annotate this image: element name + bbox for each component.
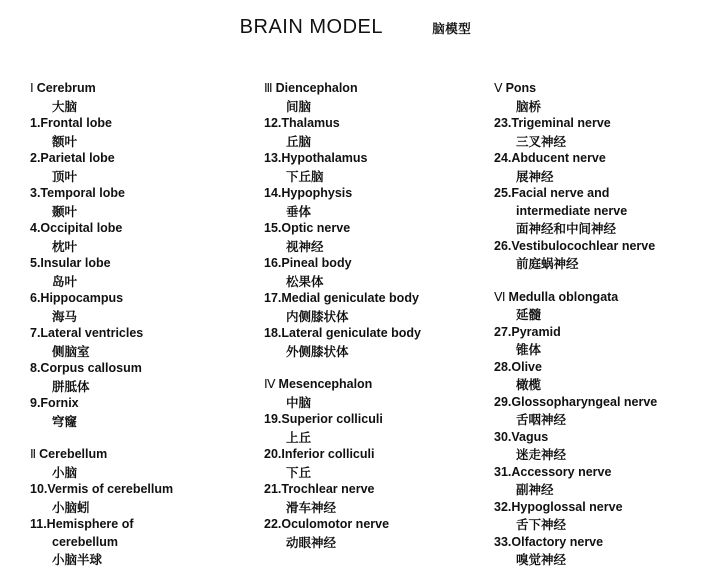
list-item <box>264 411 494 446</box>
item-label: 20.Inferior colliculi <box>264 447 375 461</box>
item-label: 5.Insular lobe <box>30 256 111 270</box>
item-label-chinese: 前庭蜗神经 <box>516 256 579 271</box>
item-label: 24.Abducent nerve <box>494 151 606 165</box>
list-item <box>264 150 494 185</box>
item-label: 30.Vagus <box>494 429 549 444</box>
item-label: 27.Pyramid <box>494 324 561 339</box>
section-heading-text: Cerebellum <box>39 447 108 461</box>
item-label: 31.Accessory nerve <box>494 464 612 479</box>
item-label-chinese: 小脑蚓 <box>52 499 90 515</box>
list-item <box>30 481 250 516</box>
section-heading-chinese: 间脑 <box>286 98 312 114</box>
section <box>264 80 494 360</box>
list-item <box>30 360 250 395</box>
list-item <box>494 464 709 499</box>
item-label: 11.Hemisphere of <box>30 517 134 531</box>
item-label: 13.Hypothalamus <box>264 151 368 165</box>
list-item <box>264 220 494 255</box>
list-item <box>30 255 250 290</box>
list-item <box>30 516 250 569</box>
list-item <box>30 150 250 185</box>
column-3 <box>494 80 709 569</box>
section-heading <box>264 80 494 98</box>
section <box>494 80 709 273</box>
item-label-chinese: 额叶 <box>52 133 78 149</box>
item-label-chinese: 嗅觉神经 <box>516 552 567 567</box>
item-label: 15.Optic nerve <box>264 221 351 235</box>
section <box>30 446 250 569</box>
section-heading <box>30 80 250 98</box>
item-label: 32.Hypoglossal nerve <box>494 499 623 514</box>
list-item <box>264 255 494 290</box>
item-label-chinese: 松果体 <box>286 273 324 289</box>
section-numeral: Ⅴ <box>494 81 503 95</box>
section-heading-chinese: 小脑 <box>52 464 78 480</box>
list-item <box>494 185 709 238</box>
item-label: 22.Oculomotor nerve <box>264 517 390 531</box>
item-label: 26.Vestibulocochlear nerve <box>494 238 656 253</box>
list-item <box>494 324 709 359</box>
section-heading-chinese: 中脑 <box>286 394 312 410</box>
title-chinese: 脑模型 <box>432 21 472 36</box>
item-label-chinese: 海马 <box>52 308 78 324</box>
section-heading-text: Mesencephalon <box>278 377 373 391</box>
item-label-chinese: 下丘 <box>286 464 312 480</box>
item-label-chinese: 岛叶 <box>52 273 78 289</box>
section-heading-chinese: 大脑 <box>52 98 78 114</box>
section-heading-text: Cerebrum <box>36 81 96 95</box>
item-label: 14.Hypophysis <box>264 186 353 200</box>
item-label: 21.Trochlear nerve <box>264 482 375 496</box>
list-item <box>30 290 250 325</box>
item-label: 4.Occipital lobe <box>30 221 123 235</box>
list-item <box>264 185 494 220</box>
section-heading-chinese: 延髓 <box>516 307 542 322</box>
list-item <box>264 325 494 360</box>
item-label-chinese: 迷走神经 <box>516 447 567 462</box>
item-label-chinese: 橄榄 <box>516 377 542 392</box>
list-item <box>30 185 250 220</box>
item-label-chinese: 顶叶 <box>52 168 78 184</box>
item-label-chinese: 垂体 <box>286 203 312 219</box>
column-2 <box>264 80 494 551</box>
item-label: 10.Vermis of cerebellum <box>30 482 174 496</box>
list-item <box>494 534 709 569</box>
item-label: 6.Hippocampus <box>30 291 124 305</box>
section-heading <box>494 80 709 98</box>
section <box>30 80 250 430</box>
item-label: 28.Olive <box>494 359 542 374</box>
item-label: 33.Olfactory nerve <box>494 534 604 549</box>
list-item <box>494 150 709 185</box>
item-label-chinese: 锥体 <box>516 342 542 357</box>
section-heading-text: Medulla oblongata <box>508 289 619 304</box>
item-label-chinese: 三叉神经 <box>516 133 567 149</box>
list-item <box>30 325 250 360</box>
item-label: 23.Trigeminal nerve <box>494 116 611 130</box>
list-item <box>494 359 709 394</box>
section-heading-text: Diencephalon <box>275 81 358 95</box>
section-numeral: Ⅱ <box>30 447 37 461</box>
item-label-chinese: 胼胝体 <box>52 378 90 394</box>
list-item <box>30 220 250 255</box>
item-label: 8.Corpus callosum <box>30 361 142 375</box>
list-item <box>264 481 494 516</box>
item-label-chinese: 下丘脑 <box>286 168 324 184</box>
section-numeral: Ⅰ <box>30 81 34 95</box>
item-label-chinese: 丘脑 <box>286 133 312 149</box>
item-label: 29.Glossopharyngeal nerve <box>494 394 658 409</box>
page-title <box>0 16 711 39</box>
list-item <box>264 446 494 481</box>
list-item <box>264 516 494 551</box>
item-label-chinese: 滑车神经 <box>286 499 337 515</box>
item-label-chinese: 侧脑室 <box>52 343 90 359</box>
item-label-chinese: 舌下神经 <box>516 517 567 532</box>
section-numeral: Ⅲ <box>264 81 273 95</box>
item-label-chinese: 小脑半球 <box>52 552 103 567</box>
list-item <box>494 429 709 464</box>
item-label: 9.Fornix <box>30 396 79 410</box>
section-heading <box>264 376 494 394</box>
item-label: 3.Temporal lobe <box>30 186 125 200</box>
list-item <box>30 115 250 150</box>
list-item <box>494 499 709 534</box>
item-label: 17.Medial geniculate body <box>264 291 419 305</box>
item-label-chinese: 动眼神经 <box>286 534 337 550</box>
section-heading <box>30 446 250 464</box>
item-label-chinese: 舌咽神经 <box>516 412 567 427</box>
section-numeral: Ⅵ <box>494 289 506 304</box>
item-label: 19.Superior colliculi <box>264 412 383 426</box>
list-item <box>30 395 250 430</box>
item-label: intermediate nerve <box>516 203 628 218</box>
section-heading <box>494 289 709 307</box>
section <box>264 376 494 551</box>
item-label-chinese: 面神经和中间神经 <box>516 221 617 236</box>
item-label-chinese: 外侧膝状体 <box>286 343 349 359</box>
item-label-chinese: 颞叶 <box>52 203 78 219</box>
item-label: 12.Thalamus <box>264 116 340 130</box>
list-item <box>494 238 709 273</box>
item-label: cerebellum <box>52 534 119 549</box>
item-label-chinese: 展神经 <box>516 168 554 184</box>
item-label: 25.Facial nerve and <box>494 186 610 200</box>
item-label: 18.Lateral geniculate body <box>264 326 421 340</box>
item-label-chinese: 穹窿 <box>52 413 78 429</box>
section-numeral: Ⅳ <box>264 377 276 391</box>
item-label: 16.Pineal body <box>264 256 352 270</box>
item-label: 7.Lateral ventricles <box>30 326 144 340</box>
item-label-chinese: 上丘 <box>286 429 312 445</box>
section-heading-chinese: 脑桥 <box>516 98 542 114</box>
item-label: 2.Parietal lobe <box>30 151 115 165</box>
item-label-chinese: 内侧膝状体 <box>286 308 349 324</box>
list-item <box>494 115 709 150</box>
item-label: 1.Frontal lobe <box>30 116 112 130</box>
section <box>494 289 709 569</box>
column-1 <box>30 80 250 569</box>
item-label-chinese: 枕叶 <box>52 238 78 254</box>
list-item <box>264 290 494 325</box>
title-english: BRAIN MODEL <box>239 16 383 38</box>
item-label-chinese: 副神经 <box>516 482 554 497</box>
list-item <box>264 115 494 150</box>
section-heading-text: Pons <box>505 81 537 95</box>
list-item <box>494 394 709 429</box>
item-label-chinese: 视神经 <box>286 238 324 254</box>
